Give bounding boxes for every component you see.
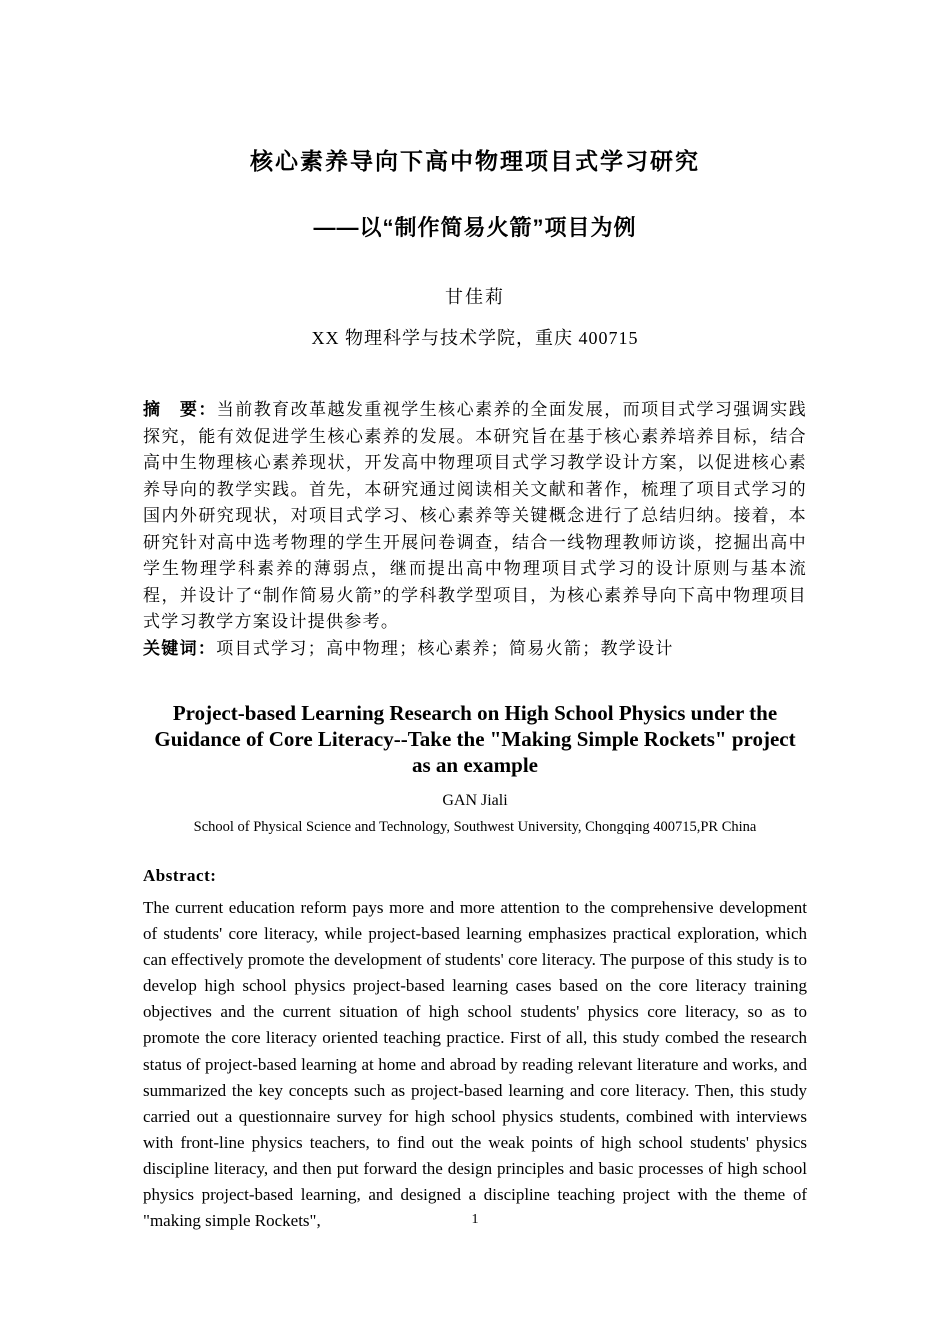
english-author: GAN Jiali xyxy=(442,792,508,809)
chinese-author: 甘佳莉 xyxy=(445,287,505,307)
page-number: 1 xyxy=(471,1212,479,1227)
chinese-abstract-text: 当前教育改革越发重视学生核心素养的全面发展，而项目式学习强调实践探究，能有效促进学生核心素养的发展。本研究旨在基于核心素养培养目标，结合高中生物理核心素养现状，开发高中物理项目式学习教学设计方案，以促进核心素养导向的教学实践。首先，本研究通过阅读相关文献和著作，梳理了项目式学习的国内外研究现状，对项目式学习、核心素养等关键概念进行了总结归纳。接着，本研究针对高中选考物理的学生开展问卷调查，结合一线物理教师访谈，挖掘出高中学生物理学科素养的薄弱点，继而提出高中物理项目式学习的设计原则与基本流程，并设计了“制作简易火箭”的学科教学型项目，为核心素养导向下高中物理项目式学习教学方案设计提供参考。 xyxy=(143,400,807,631)
english-affiliation: School of Physical Science and Technology, Southwest University, Chongqing 400715,PR China xyxy=(193,819,757,835)
chinese-keywords-line xyxy=(143,636,807,663)
chinese-affiliation: XX 物理科学与技术学院，重庆 400715 xyxy=(311,328,639,348)
chinese-keywords-text: 项目式学习；高中物理；核心素养；简易火箭；教学设计 xyxy=(216,638,674,658)
chinese-title: 核心素养导向下高中物理项目式学习研究 xyxy=(250,148,700,175)
chinese-subtitle: ——以“制作简易火箭”项目为例 xyxy=(313,215,637,241)
english-abstract-label: Abstract: xyxy=(143,866,217,885)
chinese-keywords-label: 关键词： xyxy=(143,638,217,658)
chinese-abstract-paragraph xyxy=(143,397,807,636)
english-title: Project-based Learning Research on High School Physics under the Guidance of Core Literacy--Take the "Making Simple Rockets" project as an example xyxy=(154,701,796,778)
english-abstract-text: The current education reform pays more and more attention to the comprehensive development of students' core literacy, while project-based learning emphasizes practical exploration, which can effectively promote the development of students' core literacy. The purpose of this study is to develop high school physics project-based learning cases based on the core literacy training objectives and the current situation of high school students' physics core literacy, so as to promote the core literacy oriented teaching practice. First of all, this study combed the research status of project-based learning at home and abroad by reading relevant literature and works, and summarized the key concepts such as project-based learning and core literacy. Then, this study carried out a questionnaire survey for high school physics students, combined with interviews with front-line physics teachers, to find out the weak points of high school students' physics discipline literacy, and then put forward the design principles and basic processes of high school physics project-based learning, and designed a discipline teaching project with the theme of "making simple Rockets", xyxy=(143,898,807,1231)
chinese-abstract-label: 摘 要： xyxy=(143,400,217,419)
chinese-abstract-block xyxy=(143,397,807,662)
